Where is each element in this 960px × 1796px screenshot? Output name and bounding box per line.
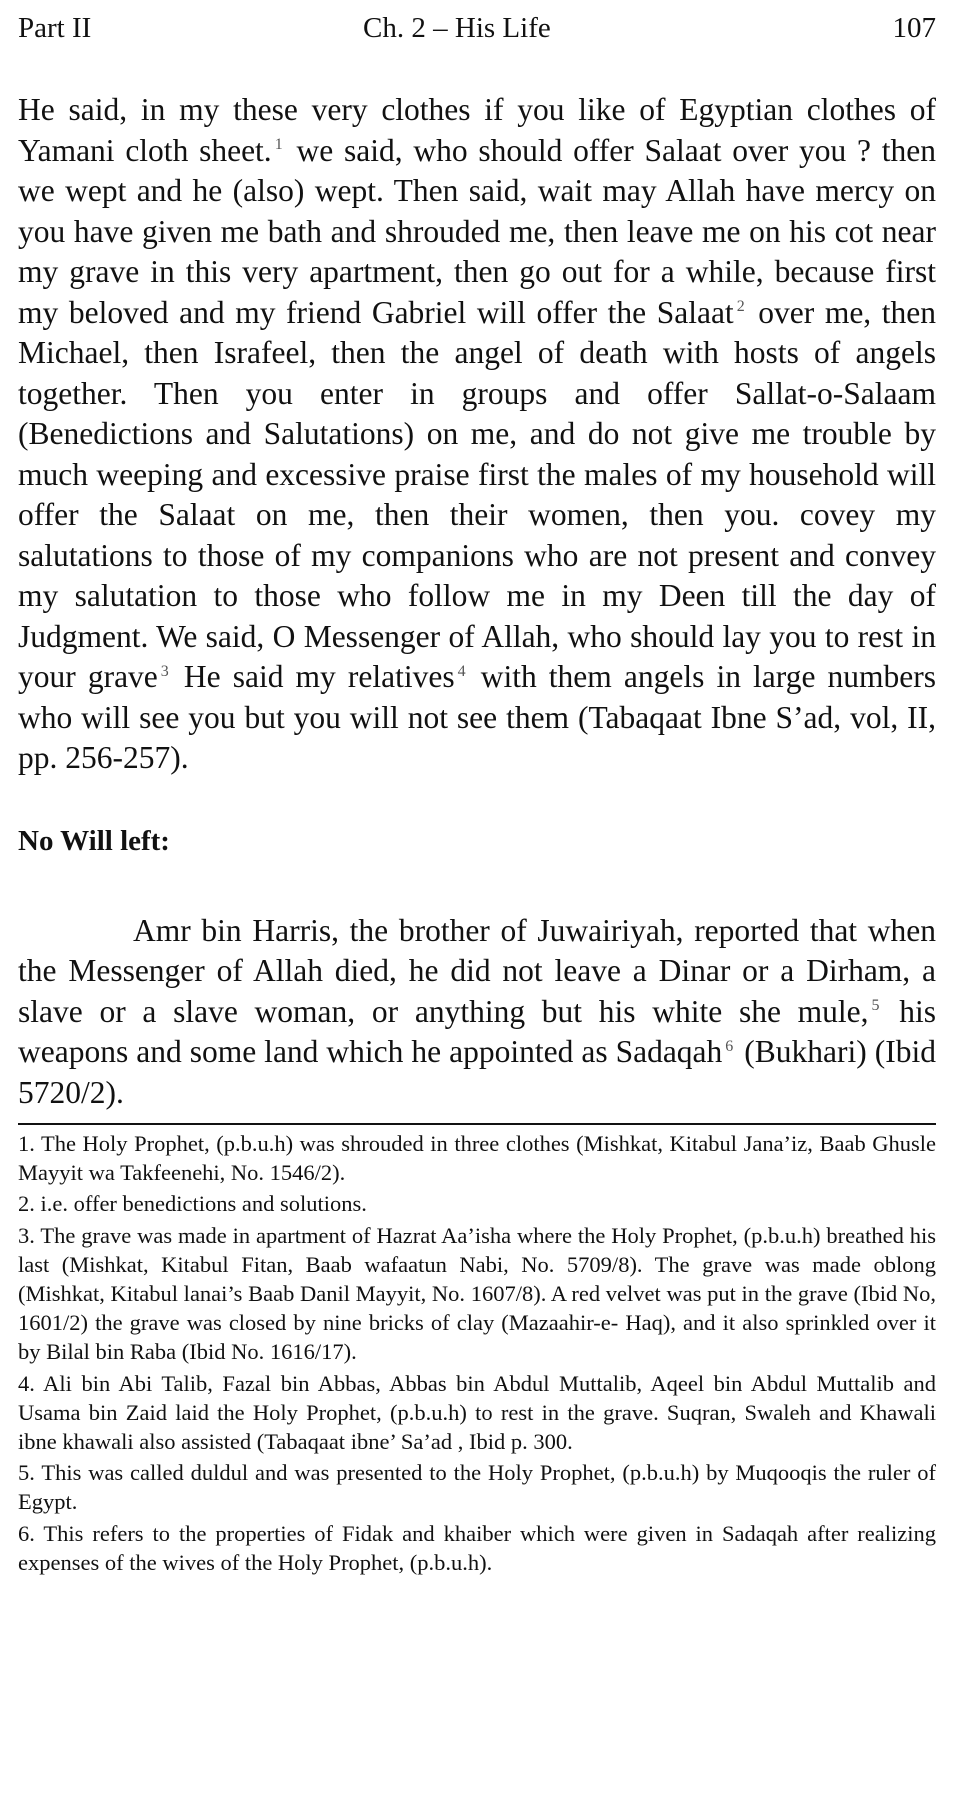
paragraph-no-will bbox=[18, 911, 936, 1114]
footnote-ref-4[interactable]: 4 bbox=[457, 662, 466, 680]
running-header bbox=[18, 8, 936, 56]
text-segment: with them angels in large numbers who will see you but you will not see them (Tabaqaat Ibne S’ad, vol, II, pp. 256-257). bbox=[18, 659, 937, 775]
footnote-divider bbox=[18, 1123, 936, 1125]
text-segment: over me, then Michael, then Israfeel, then the angel of death with hosts of angels together. Then you enter in groups and offer Sallat-o-Salaam (Benedictions and Salutations) on me, and do not give me trouble by much weeping and excessive praise first the males of my household will offer the Salaat on me, then their women, then you. covey my salutations to those of my companions who are not present and convey my salutation to those who follow me in my Deen till the day of Judgment. We said, O Messenger of Allah, who should lay you to rest in your grave bbox=[18, 294, 936, 694]
footnote-5: 5. This was called duldul and was presented to the Holy Prophet, (p.b.u.h) by Muqooqis the ruler of Egypt. bbox=[18, 1460, 936, 1515]
footnote-3: 3. The grave was made in apartment of Hazrat Aa’isha where the Holy Prophet, (p.b.u.h) breathed his last (Mishkat, Kitabul Fitan, Baab wafaatun Nabi, No. 5709/8). The grave was made oblong (Mishkat, Kitabul lanai’s Baab Danil Mayyit, No. 1607/8). A red velvet was put in the grave (Ibid No, 1601/2) the grave was closed by nine bricks of clay (Mazaahir-e- Haq), and it also sprinkled over it by Bilal bin Raba (Ibid No. 1616/17). bbox=[18, 1222, 936, 1365]
paragraph-last-instructions bbox=[18, 90, 936, 779]
text-segment: Amr bin Harris, the brother of Juwairiyah, reported that when the Messenger of Allah died, he did not leave a Dinar or a Dirham, a slave or a slave woman, or anything but his white she mule, bbox=[18, 912, 936, 1029]
footnote-ref-1[interactable]: 1 bbox=[274, 136, 283, 153]
book-page bbox=[18, 8, 936, 1579]
header-part: Part II bbox=[18, 12, 92, 44]
footnote-6: 6. This refers to the properties of Fidak and khaiber which were given in Sadaqah after realizing expenses of the wives of the Holy Prophet, (p.b.u.h). bbox=[18, 1520, 936, 1575]
header-chapter: Ch. 2 – His Life bbox=[363, 12, 551, 44]
section-heading: No Will left: bbox=[18, 824, 170, 857]
footnote-ref-2[interactable]: 2 bbox=[736, 298, 745, 315]
page-number: 107 bbox=[892, 12, 936, 44]
text-segment: He said, in my these very clothes if you like of Egyptian clothes of Yamani cloth sheet. bbox=[18, 92, 936, 168]
footnote-2: 2. i.e. offer benedictions and solutions. bbox=[18, 1191, 367, 1217]
text-segment: He said my relatives bbox=[171, 659, 455, 694]
footnote-ref-6[interactable]: 6 bbox=[725, 1037, 734, 1055]
text-segment: his weapons and some land which he appointed as Sadaqah bbox=[18, 993, 936, 1069]
footnotes-section bbox=[18, 1129, 936, 1577]
text-segment: we said, who should offer Salaat over you ? then we wept and he (also) wept. Then said, wait may Allah have mercy on you have given me bath and shrouded me, then leave me on his cot near my grave in this very apartment, then go out for a while, because first my beloved and my friend Gabriel will offer the Salaat bbox=[18, 132, 936, 330]
footnote-4: 4. Ali bin Abi Talib, Fazal bin Abbas, Abbas bin Abdul Muttalib, Aqeel bin Abdul Muttalib and Usama bin Zaid laid the Holy Prophet, (p.b.u.h) to rest in the grave. Suqran, Swaleh and Khawali ibne khawali also assisted (Tabaqaat ibne’ Sa’ad , Ibid p. 300. bbox=[18, 1370, 936, 1455]
text-segment: (Bukhari) (Ibid 5720/2). bbox=[18, 1034, 936, 1110]
footnote-ref-3[interactable]: 3 bbox=[160, 662, 169, 680]
footnote-1: 1. The Holy Prophet, (p.b.u.h) was shrouded in three clothes (Mishkat, Kitabul Jana’iz, Baab Ghusle Mayyit wa Takfeenehi, No. 1546/2). bbox=[18, 1131, 936, 1186]
footnote-ref-5[interactable]: 5 bbox=[871, 997, 880, 1014]
